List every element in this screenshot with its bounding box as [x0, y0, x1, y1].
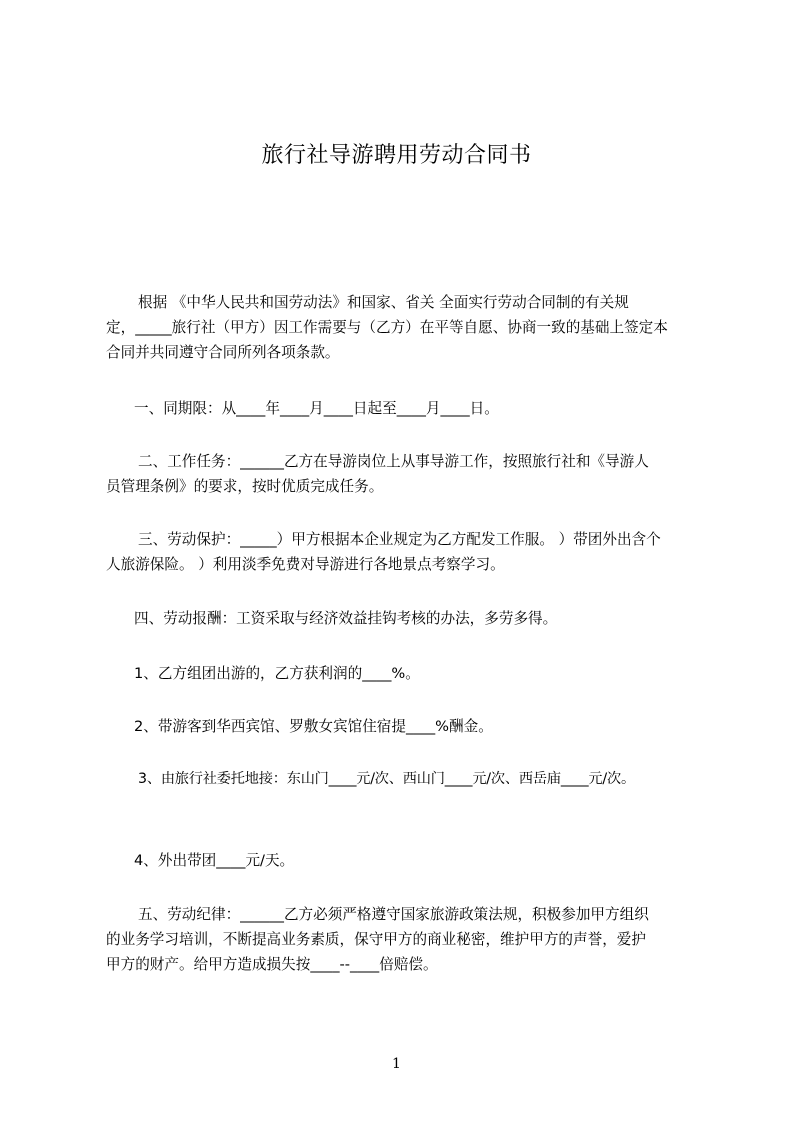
document-title: 旅行社导游聘用劳动合同书: [261, 143, 532, 168]
discipline-line-2: 的业务学习培训，不断提高业务素质，保守甲方的商业秘密，维护甲方的声誉，爱护: [106, 931, 646, 948]
pay-item-3-text: 3、由旅行社委托地接：东山门____元/次、西山门____元/次、西岳庙____元/次。: [138, 771, 635, 787]
term-line: 一、同期限：从____年____月____日起至____月____日。: [134, 400, 499, 417]
section-protection: [106, 527, 708, 577]
page-number: 1: [392, 1056, 401, 1072]
discipline-line-3: 甲方的财产。给甲方造成损失按____--____倍赔偿。: [106, 956, 438, 973]
pay-item-2-text: 2、带游客到华西宾馆、罗敷女宾馆住宿提____%酬金。: [134, 718, 493, 735]
pay-item-1-text: 1、乙方组团出游的，乙方获利润的____%。: [134, 665, 420, 682]
intro-line-3: 合同并共同遵守合同所列各项条款。: [106, 344, 340, 361]
section-term: [106, 396, 708, 421]
protection-line-2: 人旅游保险。 ）利用淡季免费对导游进行各地景点考察学习。: [106, 556, 505, 573]
pay-item-1: [106, 661, 708, 686]
pay-item-4-text: 4、外出带团____元/天。: [134, 852, 295, 869]
intro-paragraph: [106, 290, 708, 365]
discipline-line-1: 五、劳动纪律：______乙方必须严格遵守国家旅游政策法规，积极参加甲方组织: [138, 906, 649, 923]
task-line-2: 员管理条例》的要求，按时优质完成任务。: [106, 478, 384, 495]
protection-line-1: 三、劳动保护：_____）甲方根据本企业规定为乙方配发工作服。 ）带团外出含个: [138, 531, 661, 548]
pay-item-3: [106, 767, 708, 792]
section-discipline: [106, 902, 708, 977]
section-task: [106, 449, 708, 499]
task-line-1: 二、工作任务：______乙方在导游岗位上从事导游工作，按照旅行社和《导游人: [138, 453, 649, 470]
section-pay: [106, 606, 708, 631]
pay-item-2: [106, 714, 708, 739]
intro-line-2: 定，_____旅行社（甲方）因工作需要与（乙方）在平等自愿、协商一致的基础上签定本: [106, 319, 668, 336]
intro-line-1: 根据 《中华人民共和国劳动法》和国家、省关 全面实行劳动合同制的有关规: [138, 294, 629, 311]
pay-item-4: [106, 848, 708, 873]
pay-line: 四、劳动报酬：工资采取与经济效益挂钩考核的办法，多劳多得。: [134, 610, 558, 627]
